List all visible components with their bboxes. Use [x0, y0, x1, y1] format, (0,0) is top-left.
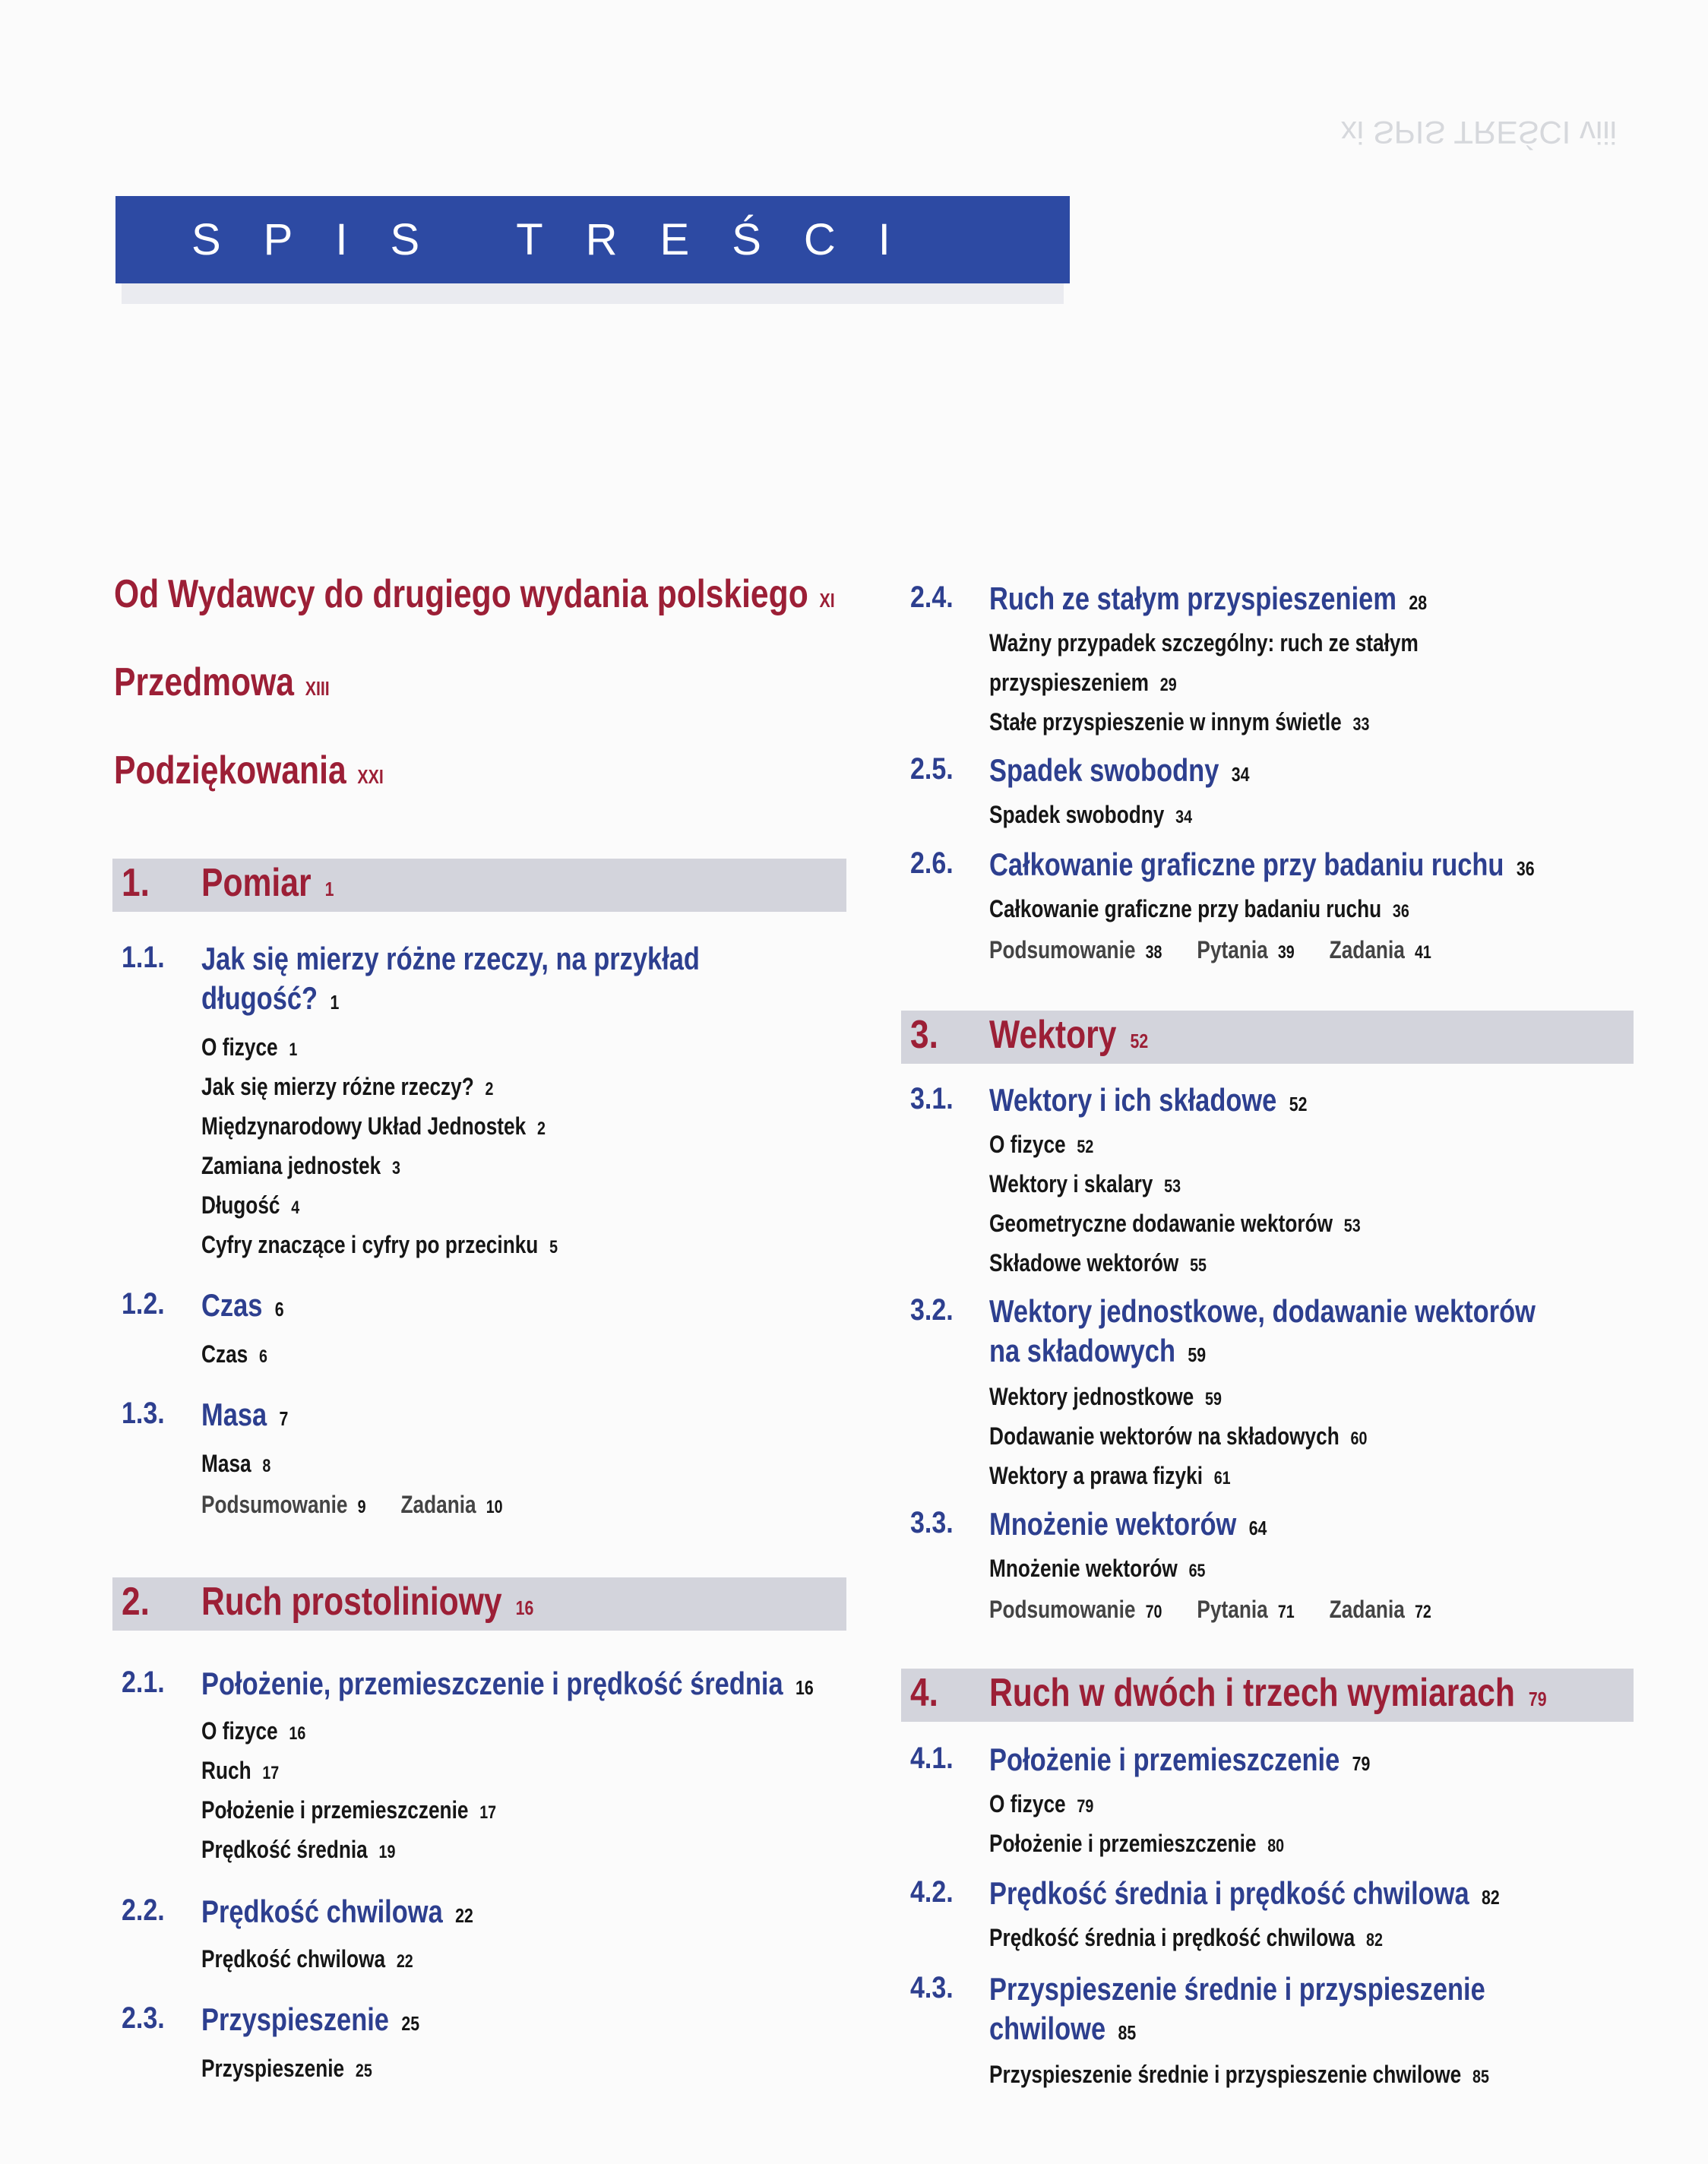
show-through-header: xi SPIS TREŚCI viii — [1340, 115, 1617, 150]
subsection-entry: Położenie i przemieszczenie 80 — [989, 1830, 1285, 1857]
subsection-entry: Cyfry znaczące i cyfry po przecinku 5 — [201, 1231, 558, 1258]
section-title: Prędkość średnia i prędkość chwilowa 82 — [989, 1875, 1500, 1911]
chapter-summary-row: Podsumowanie 9 Zadania 10 — [201, 1491, 503, 1518]
section-title-line-2: chwilowe 85 — [989, 2011, 1137, 2046]
section-number: 3.1. — [910, 1082, 954, 1115]
subsection-entry: Międzynarodowy Układ Jednostek 2 — [201, 1112, 546, 1140]
section-title: Położenie i przemieszczenie 79 — [989, 1742, 1371, 1777]
section-number: 2.2. — [122, 1894, 165, 1927]
chapter-number: 4. — [910, 1671, 938, 1715]
section-number: 2.4. — [910, 581, 954, 614]
section-number: 1.3. — [122, 1397, 165, 1430]
subsection-entry: Mnożenie wektorów 65 — [989, 1555, 1206, 1582]
subsection-entry: Wektory a prawa fizyki 61 — [989, 1462, 1231, 1489]
front-matter-entry: Od Wydawcy do drugiego wydania polskiego XI — [114, 572, 835, 616]
section-title: Mnożenie wektorów 64 — [989, 1506, 1267, 1542]
subsection-entry: Wektory i skalary 53 — [989, 1170, 1181, 1197]
subsection-entry: O fizyce 16 — [201, 1717, 306, 1745]
subsection-entry: Całkowanie graficzne przy badaniu ruchu 36 — [989, 895, 1409, 922]
subsection-entry: Masa 8 — [201, 1450, 271, 1477]
section-number: 4.3. — [910, 1971, 954, 2004]
subsection-entry: Zamiana jednostek 3 — [201, 1152, 400, 1179]
section-number: 4.2. — [910, 1875, 954, 1909]
chapter-number: 2. — [122, 1580, 150, 1624]
section-title: Całkowanie graficzne przy badaniu ruchu 36 — [989, 846, 1535, 882]
chapter-title: Wektory 52 — [989, 1013, 1149, 1057]
subsection-entry: Składowe wektorów 55 — [989, 1249, 1207, 1277]
front-matter-entry: Podziękowania XXI — [114, 748, 384, 793]
subsection-entry: Przyspieszenie 25 — [201, 2055, 372, 2082]
section-title: Wektory i ich składowe 52 — [989, 1082, 1308, 1118]
section-title: Spadek swobodny 34 — [989, 752, 1250, 788]
section-title: Ruch ze stałym przyspieszeniem 28 — [989, 581, 1428, 616]
subsection-entry-continued: przyspieszeniem 29 — [989, 669, 1177, 696]
section-number: 1.1. — [122, 941, 165, 974]
subsection-entry: Położenie i przemieszczenie 17 — [201, 1796, 497, 1824]
subsection-entry: Prędkość chwilowa 22 — [201, 1945, 413, 1973]
section-number: 3.2. — [910, 1293, 954, 1327]
section-number: 3.3. — [910, 1506, 954, 1539]
section-number: 2.1. — [122, 1666, 165, 1699]
subsection-entry: Czas 6 — [201, 1340, 267, 1368]
section-number: 2.6. — [910, 846, 954, 880]
banner-title: SPIS TREŚCI — [191, 215, 933, 264]
subsection-entry: Wektory jednostkowe 59 — [989, 1383, 1222, 1410]
section-title: Wektory jednostkowe, dodawanie wektorów — [989, 1293, 1536, 1329]
chapter-number: 3. — [910, 1013, 938, 1057]
section-number: 2.5. — [910, 752, 954, 786]
chapter-title: Ruch w dwóch i trzech wymiarach 79 — [989, 1671, 1547, 1715]
section-title: Prędkość chwilowa 22 — [201, 1894, 473, 1929]
section-number: 2.3. — [122, 2001, 165, 2035]
subsection-entry: Spadek swobodny 34 — [989, 801, 1193, 828]
subsection-entry: Prędkość średnia i prędkość chwilowa 82 — [989, 1924, 1383, 1951]
subsection-entry: Ruch 17 — [201, 1757, 280, 1784]
subsection-entry: Ważny przypadek szczególny: ruch ze stałym — [989, 629, 1419, 656]
subsection-entry: Prędkość średnia 19 — [201, 1836, 396, 1863]
section-title: Przyspieszenie 25 — [201, 2001, 420, 2037]
section-number: 4.1. — [910, 1742, 954, 1775]
contents-banner — [115, 196, 1070, 283]
chapter-number: 1. — [122, 861, 150, 905]
front-matter-entry: Przedmowa XIII — [114, 660, 330, 704]
section-title: Jak się mierzy różne rzeczy, na przykład — [201, 941, 700, 976]
chapter-summary-row: Podsumowanie 38 Pytania 39 Zadania 41 — [989, 936, 1431, 963]
chapter-title: Pomiar 1 — [201, 861, 334, 905]
subsection-entry: O fizyce 79 — [989, 1790, 1094, 1818]
subsection-entry: Długość 4 — [201, 1191, 300, 1219]
section-title: Przyspieszenie średnie i przyspieszenie — [989, 1971, 1485, 2007]
subsection-entry: Przyspieszenie średnie i przyspieszenie chwilowe 85 — [989, 2061, 1489, 2088]
section-title: Czas 6 — [201, 1287, 284, 1323]
subsection-entry: Jak się mierzy różne rzeczy? 2 — [201, 1073, 494, 1100]
chapter-summary-row: Podsumowanie 70 Pytania 71 Zadania 72 — [989, 1596, 1431, 1623]
subsection-entry: Dodawanie wektorów na składowych 60 — [989, 1422, 1368, 1450]
section-title-line-2: na składowych 59 — [989, 1333, 1207, 1368]
section-number: 1.2. — [122, 1287, 165, 1321]
section-title-line-2: długość? 1 — [201, 980, 340, 1016]
section-title: Położenie, przemieszczenie i prędkość średnia 16 — [201, 1666, 814, 1701]
subsection-entry: O fizyce 1 — [201, 1033, 298, 1061]
subsection-entry: Geometryczne dodawanie wektorów 53 — [989, 1210, 1361, 1237]
banner-shadow — [122, 281, 1064, 304]
chapter-title: Ruch prostoliniowy 16 — [201, 1580, 534, 1624]
section-title: Masa 7 — [201, 1397, 289, 1432]
subsection-entry: O fizyce 52 — [989, 1131, 1094, 1158]
subsection-entry: Stałe przyspieszenie w innym świetle 33 — [989, 708, 1370, 736]
